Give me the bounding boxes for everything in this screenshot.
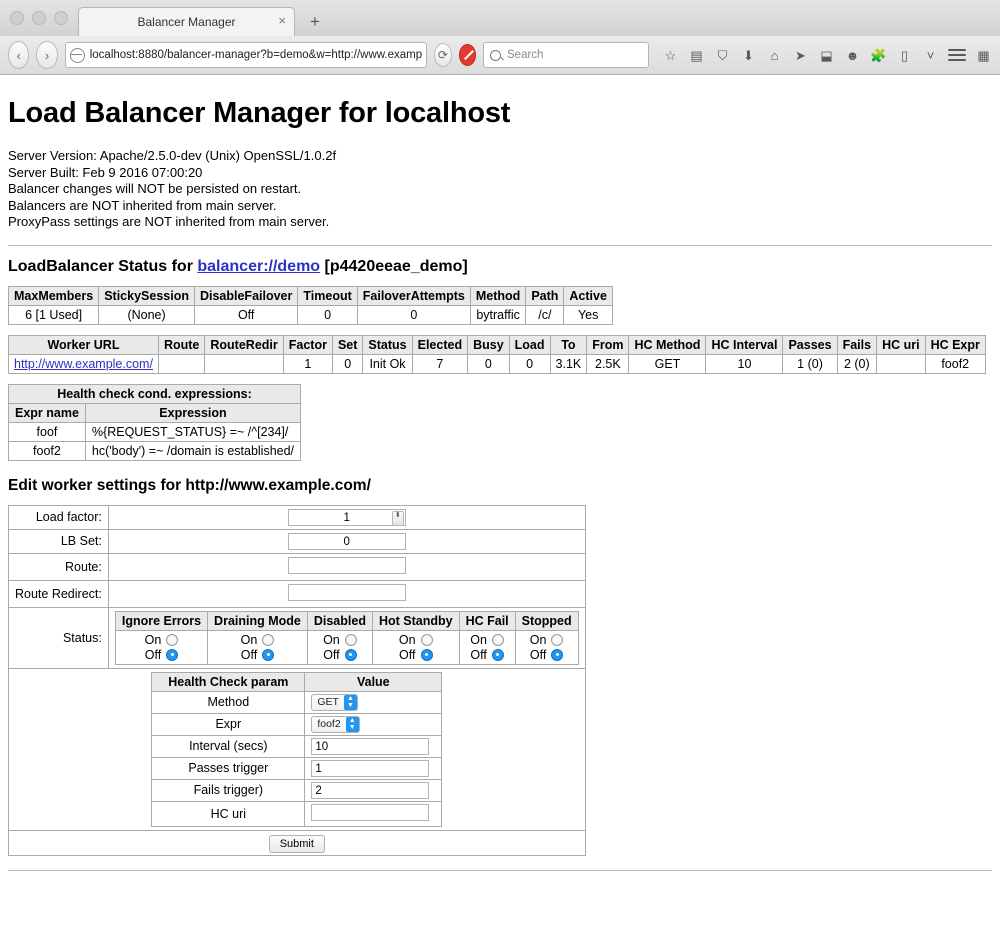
hc-uri-input[interactable]: [311, 804, 429, 821]
radio-button-icon[interactable]: [421, 634, 433, 646]
hc-param-fails-cell: [305, 779, 442, 801]
col-path: Path: [526, 286, 564, 305]
balancer-status-heading: [8, 258, 992, 276]
block-icon[interactable]: [459, 44, 476, 66]
status-options-table: [115, 611, 579, 665]
search-icon: [490, 50, 501, 61]
status-draining-mode: [208, 630, 308, 664]
col-set: Set: [332, 335, 362, 354]
hc-param-uri-cell: [305, 801, 442, 826]
page-title: Load Balancer Manager for localhost: [8, 97, 511, 129]
hc-expr-caption: Health check cond. expressions:: [9, 384, 301, 403]
cell-elected: 7: [412, 354, 467, 373]
table-header-row: [9, 403, 301, 422]
cell-expression: %{REQUEST_STATUS} =~ /^[234]/: [85, 422, 300, 441]
radio-on-label: On: [398, 632, 416, 647]
proxypass-notice: ProxyPass settings are NOT inherited from main server.: [8, 214, 330, 229]
col-worker-url: Worker URL: [9, 335, 159, 354]
radio-button-selected-icon[interactable]: [166, 649, 178, 661]
submit-cell: [9, 830, 586, 855]
col-ignore-errors: Ignore Errors: [115, 611, 207, 630]
cell-stickysession: (None): [99, 305, 195, 324]
hc-passes-input[interactable]: 1: [311, 760, 429, 777]
status-ignore-errors: [115, 630, 207, 664]
stepper-icon[interactable]: ⬍: [392, 511, 404, 526]
hc-param-fails-label: Fails trigger): [152, 779, 305, 801]
browser-navbar: [0, 36, 1000, 74]
balancer-link[interactable]: balancer://demo: [197, 257, 321, 275]
radio-off-label: Off: [144, 647, 162, 662]
submit-button[interactable]: Submit: [269, 835, 325, 853]
table-row: [9, 305, 613, 324]
hc-param-expr-cell: [305, 713, 442, 735]
col-hc-method: HC Method: [629, 335, 706, 354]
radio-off-ignore-errors[interactable]: [145, 648, 178, 662]
radio-off-label: Off: [529, 647, 547, 662]
table-header-row: [9, 335, 986, 354]
route-input[interactable]: [288, 557, 406, 574]
radio-on-label: On: [144, 632, 162, 647]
search-input[interactable]: [483, 42, 649, 68]
load-factor-cell: [108, 505, 585, 529]
cell-disablefailover: Off: [194, 305, 297, 324]
radio-on-draining-mode[interactable]: [241, 633, 275, 647]
tab-strip: [78, 0, 329, 36]
col-factor: Factor: [283, 335, 332, 354]
col-hc-expr: HC Expr: [925, 335, 985, 354]
radio-button-selected-icon[interactable]: [492, 649, 504, 661]
heading-prefix: LoadBalancer Status for: [8, 257, 198, 275]
col-to: To: [550, 335, 587, 354]
cell-method: bytraffic: [470, 305, 525, 324]
hc-param-method-cell: [305, 691, 442, 713]
col-status: Status: [363, 335, 412, 354]
cell-hc-expr: foof2: [925, 354, 985, 373]
col-routeredir: RouteRedir: [205, 335, 283, 354]
radio-button-icon[interactable]: [345, 634, 357, 646]
radio-off-hot-standby[interactable]: [399, 648, 432, 662]
window-controls[interactable]: [10, 11, 68, 25]
col-expr-name: Expr name: [9, 403, 86, 422]
col-draining-mode: Draining Mode: [208, 611, 308, 630]
heading-suffix: [p4420eeae_demo]: [320, 257, 468, 275]
col-hc-value: Value: [305, 672, 442, 691]
download-icon[interactable]: ⬇: [743, 47, 754, 63]
col-route: Route: [158, 335, 204, 354]
radio-off-label: Off: [399, 647, 416, 662]
status-label: Status:: [9, 607, 109, 668]
col-hc-fail: HC Fail: [459, 611, 515, 630]
table-row: [152, 735, 442, 757]
radio-on-hot-standby[interactable]: [399, 633, 433, 647]
new-tab-button[interactable]: +: [310, 12, 320, 31]
reload-button[interactable]: ⟳: [434, 43, 452, 67]
col-disablefailover: DisableFailover: [194, 286, 297, 305]
status-hot-standby: [372, 630, 459, 664]
balancer-summary-table: [8, 286, 613, 325]
form-row-submit: [9, 830, 586, 855]
load-factor-label: Load factor:: [9, 505, 109, 529]
cell-expr-name: foof2: [9, 441, 86, 460]
chevron-updown-icon[interactable]: ▲ ▼: [346, 717, 359, 732]
form-row-status: [9, 607, 586, 668]
cell-hc-uri: [877, 354, 926, 373]
hc-param-interval-label: Interval (secs): [152, 735, 305, 757]
edit-worker-heading: Edit worker settings for http://www.example.com/: [8, 476, 371, 494]
worker-table: [8, 335, 986, 374]
route-label: Route:: [9, 553, 109, 580]
hc-fails-input[interactable]: 2: [311, 782, 429, 799]
hc-interval-input[interactable]: 10: [311, 738, 429, 755]
hc-param-expr-label: Expr: [152, 713, 305, 735]
library-icon[interactable]: ▯: [900, 47, 909, 63]
cell-hc-interval: 10: [706, 354, 783, 373]
hc-method-value: GET: [317, 696, 339, 708]
load-factor-input[interactable]: [288, 509, 406, 526]
chevron-down-icon[interactable]: ˅: [926, 47, 935, 63]
cell-hc-method: GET: [629, 354, 706, 373]
radio-button-icon[interactable]: [262, 634, 274, 646]
send-icon[interactable]: ➤: [795, 47, 806, 63]
status-stopped: [515, 630, 578, 664]
hc-param-interval-cell: [305, 735, 442, 757]
worker-url-link[interactable]: http://www.example.com/: [14, 356, 153, 371]
route-redirect-cell: [108, 580, 585, 607]
radio-on-label: On: [529, 632, 547, 647]
hc-param-method-label: Method: [152, 691, 305, 713]
route-redirect-input[interactable]: [288, 584, 406, 601]
cell-from: 2.5K: [587, 354, 629, 373]
form-row-route: [9, 553, 586, 580]
divider: [8, 245, 992, 246]
addon-icon[interactable]: 🧩: [870, 47, 887, 63]
keyboard-icon[interactable]: ▦: [977, 47, 990, 63]
smiley-icon[interactable]: ☻: [845, 47, 860, 63]
table-header-row: [115, 611, 578, 630]
col-stopped: Stopped: [515, 611, 578, 630]
cell-to: 3.1K: [550, 354, 587, 373]
lb-set-cell: [108, 529, 585, 553]
edit-worker-form: [8, 505, 586, 856]
col-active: Active: [564, 286, 613, 305]
minimize-window-button[interactable]: [32, 11, 46, 25]
lb-set-label: LB Set:: [9, 529, 109, 553]
search-placeholder: Search: [507, 49, 544, 61]
radio-on-hc-fail[interactable]: [470, 633, 504, 647]
radio-off-hc-fail[interactable]: [470, 648, 503, 662]
chevron-updown-icon[interactable]: ▲ ▼: [344, 695, 357, 710]
table-header-row: [152, 672, 442, 691]
cell-worker-url[interactable]: [9, 354, 159, 373]
radio-off-disabled[interactable]: [323, 648, 356, 662]
cell-expression: hc('body') =~ /domain is established/: [85, 441, 300, 460]
radio-off-label: Off: [470, 647, 487, 662]
health-check-cell: [9, 668, 586, 830]
radio-on-stopped[interactable]: [530, 633, 564, 647]
hc-param-uri-label: HC uri: [152, 801, 305, 826]
status-hc-fail: [459, 630, 515, 664]
tab-balancer-manager[interactable]: [78, 7, 295, 36]
col-passes: Passes: [783, 335, 837, 354]
col-failoverattempts: FailoverAttempts: [357, 286, 470, 305]
col-timeout: Timeout: [298, 286, 357, 305]
col-hc-uri: HC uri: [877, 335, 926, 354]
server-version: Server Version: Apache/2.5.0-dev (Unix) OpenSSL/1.0.2f: [8, 148, 337, 163]
col-expression: Expression: [85, 403, 300, 422]
cell-routeredir: [205, 354, 283, 373]
back-button[interactable]: ‹: [8, 41, 29, 69]
cell-load: 0: [509, 354, 550, 373]
server-info: [8, 148, 992, 231]
radio-button-icon[interactable]: [551, 634, 563, 646]
cell-passes: 1 (0): [783, 354, 837, 373]
form-row-load-factor: [9, 505, 586, 529]
cell-set: 0: [332, 354, 362, 373]
cell-path: /c/: [526, 305, 564, 324]
form-row-health-check: [9, 668, 586, 830]
load-factor-value: 1: [343, 511, 350, 524]
reader-icon[interactable]: ▤: [690, 47, 703, 63]
radio-button-selected-icon[interactable]: [345, 649, 357, 661]
col-stickysession: StickySession: [99, 286, 195, 305]
col-hc-interval: HC Interval: [706, 335, 783, 354]
table-row: [152, 801, 442, 826]
tab-label: Balancer Manager: [137, 15, 236, 29]
radio-button-selected-icon[interactable]: [262, 649, 274, 661]
table-row: [152, 779, 442, 801]
radio-on-label: On: [470, 632, 487, 647]
radio-on-label: On: [323, 632, 340, 647]
col-load: Load: [509, 335, 550, 354]
col-method: Method: [470, 286, 525, 305]
lb-set-input[interactable]: 0: [288, 533, 406, 550]
cell-status: Init Ok: [363, 354, 412, 373]
route-cell: [108, 553, 585, 580]
maximize-window-button[interactable]: [54, 11, 68, 25]
table-row: [9, 354, 986, 373]
browser-titlebar: [0, 0, 1000, 36]
col-fails: Fails: [837, 335, 877, 354]
cell-timeout: 0: [298, 305, 357, 324]
col-maxmembers: MaxMembers: [9, 286, 99, 305]
table-row: [9, 441, 301, 460]
page-content: [0, 75, 1000, 871]
col-from: From: [587, 335, 629, 354]
col-hc-param: Health Check param: [152, 672, 305, 691]
globe-icon: [70, 48, 85, 63]
cell-factor: 1: [283, 354, 332, 373]
url-text: localhost:8880/balancer-manager?b=demo&w=http://www.examp: [89, 49, 422, 61]
table-row: [152, 691, 442, 713]
table-row: [152, 757, 442, 779]
hc-param-passes-cell: [305, 757, 442, 779]
cell-maxmembers: 6 [1 Used]: [9, 305, 99, 324]
health-check-param-table: [151, 672, 442, 827]
browser-chrome: [0, 0, 1000, 75]
radio-off-stopped[interactable]: [530, 648, 563, 662]
col-disabled: Disabled: [307, 611, 372, 630]
radio-on-ignore-errors[interactable]: [145, 633, 179, 647]
cell-failoverattempts: 0: [357, 305, 470, 324]
col-hot-standby: Hot Standby: [372, 611, 459, 630]
radio-on-label: On: [240, 632, 258, 647]
radio-off-label: Off: [323, 647, 340, 662]
hc-expr-select[interactable]: [311, 716, 359, 733]
cell-busy: 0: [468, 354, 510, 373]
health-check-expressions-table: [8, 384, 301, 461]
close-window-button[interactable]: [10, 11, 24, 25]
radio-button-icon[interactable]: [492, 634, 504, 646]
persist-notice: Balancer changes will NOT be persisted on restart.: [8, 181, 302, 196]
home-icon[interactable]: ⌂: [770, 47, 779, 63]
server-built: Server Built: Feb 9 2016 07:00:20: [8, 164, 203, 180]
radio-on-disabled[interactable]: [323, 633, 357, 647]
table-header-row: [9, 286, 613, 305]
hc-method-select[interactable]: [311, 694, 358, 711]
table-row: [115, 630, 578, 664]
form-row-route-redirect: [9, 580, 586, 607]
cell-expr-name: foof: [9, 422, 86, 441]
radio-off-draining-mode[interactable]: [241, 648, 274, 662]
address-bar[interactable]: [65, 42, 427, 68]
radio-button-selected-icon[interactable]: [551, 649, 563, 661]
status-disabled: [307, 630, 372, 664]
sync-icon[interactable]: ⬓: [820, 47, 833, 63]
radio-off-label: Off: [240, 647, 258, 662]
star-icon[interactable]: ☆: [664, 47, 677, 63]
table-row: [152, 713, 442, 735]
cell-route: [158, 354, 204, 373]
route-redirect-label: Route Redirect:: [9, 580, 109, 607]
hc-expr-value: foof2: [317, 718, 341, 730]
col-elected: Elected: [412, 335, 467, 354]
forward-button[interactable]: ›: [36, 41, 57, 69]
form-row-lb-set: [9, 529, 586, 553]
inherit-notice: Balancers are NOT inherited from main server.: [8, 197, 277, 213]
shield-icon[interactable]: ⛉: [717, 47, 728, 63]
toolbar-icons: [662, 47, 992, 64]
divider-bottom: [8, 870, 992, 871]
table-row: [9, 422, 301, 441]
cell-active: Yes: [564, 305, 613, 324]
radio-button-icon[interactable]: [166, 634, 178, 646]
hc-param-passes-label: Passes trigger: [152, 757, 305, 779]
radio-button-selected-icon[interactable]: [421, 649, 433, 661]
status-cell: [108, 607, 585, 668]
cell-fails: 2 (0): [837, 354, 877, 373]
close-icon[interactable]: ×: [278, 13, 286, 28]
menu-button[interactable]: [948, 49, 966, 61]
table-caption-row: [9, 384, 301, 403]
col-busy: Busy: [468, 335, 510, 354]
